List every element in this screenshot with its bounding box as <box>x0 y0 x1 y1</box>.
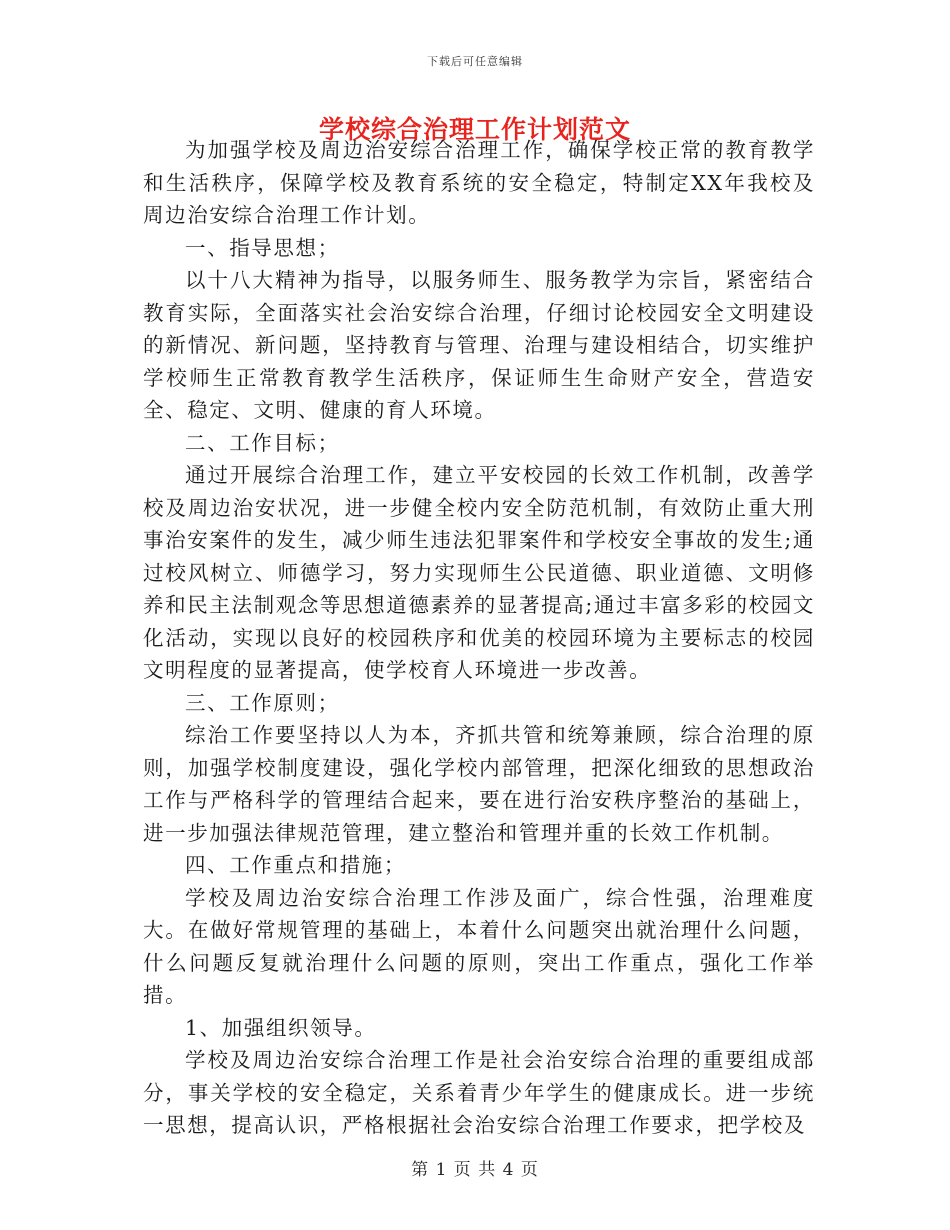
header-note: 下载后可任意编辑 <box>427 55 523 68</box>
heading-guiding-ideology: 一、指导思想； <box>185 235 340 260</box>
page-footer: 第 1 页 共 4 页 <box>411 1160 539 1180</box>
paragraph-organization-leadership: 学校及周边治安综合治理工作是社会治安综合治理的重要组成部分，事关学校的安全稳定，关系着青少年学生的健康成长。进一步统一思想，提高认识，严格根据社会治安综合治理工作要求，把学校及 <box>143 1048 815 1137</box>
paragraph-work-goals: 通过开展综合治理工作，建立平安校园的长效工作机制，改善学校及周边治安状况，进一步健全校内安全防范机制，有效防止重大刑事治安案件的发生，减少师生违法犯罪案件和学校安全事故的发生;通过校风树立、师德学习，努力实现师生公民道德、职业道德、文明修养和民主法制观念等思想道德素养的显著提高;通过丰富多彩的校园文化活动，实现以良好的校园秩序和优美的校园环境为主要标志的校园文明程度的显著提高，使学校育人环境进一步改善。 <box>143 463 815 682</box>
heading-work-principles: 三、工作原则； <box>185 690 340 715</box>
document-title: 学校综合治理工作计划范文 <box>318 115 631 144</box>
paragraph-work-principles: 综治工作要坚持以人为本，齐抓共管和统筹兼顾，综合治理的原则，加强学校制度建设，强化学校内部管理，把深化细致的思想政治工作与严格科学的管理结合起来，要在进行治安秩序整治的基础上，进一步加强法律规范管理，建立整治和管理并重的长效工作机制。 <box>143 723 815 845</box>
document-body <box>143 134 815 1142</box>
heading-key-measures: 四、工作重点和措施； <box>185 853 406 877</box>
paragraph-intro: 为加强学校及周边治安综合治理工作，确保学校正常的教育教学和生活秩序，保障学校及教育系统的安全稳定，特制定XX年我校及周边治安综合治理工作计划。 <box>143 138 815 227</box>
paragraph-key-measures: 学校及周边治安综合治理工作涉及面广，综合性强，治理难度大。在做好常规管理的基础上，本着什么问题突出就治理什么问题，什么问题反复就治理什么问题的原则，突出工作重点，强化工作举措。 <box>143 885 815 1007</box>
subheading-organization-leadership: 1、加强组织领导。 <box>185 1015 377 1040</box>
heading-work-goals: 二、工作目标； <box>185 430 340 455</box>
paragraph-guiding-ideology: 以十八大精神为指导，以服务师生、服务教学为宗旨，紧密结合教育实际，全面落实社会治安综合治理，仔细讨论校园安全文明建设的新情况、新问题，坚持教育与管理、治理与建设相结合，切实维护学校师生正常教育教学生活秩序，保证师生生命财产安全，营造安全、稳定、文明、健康的育人环境。 <box>143 268 815 422</box>
